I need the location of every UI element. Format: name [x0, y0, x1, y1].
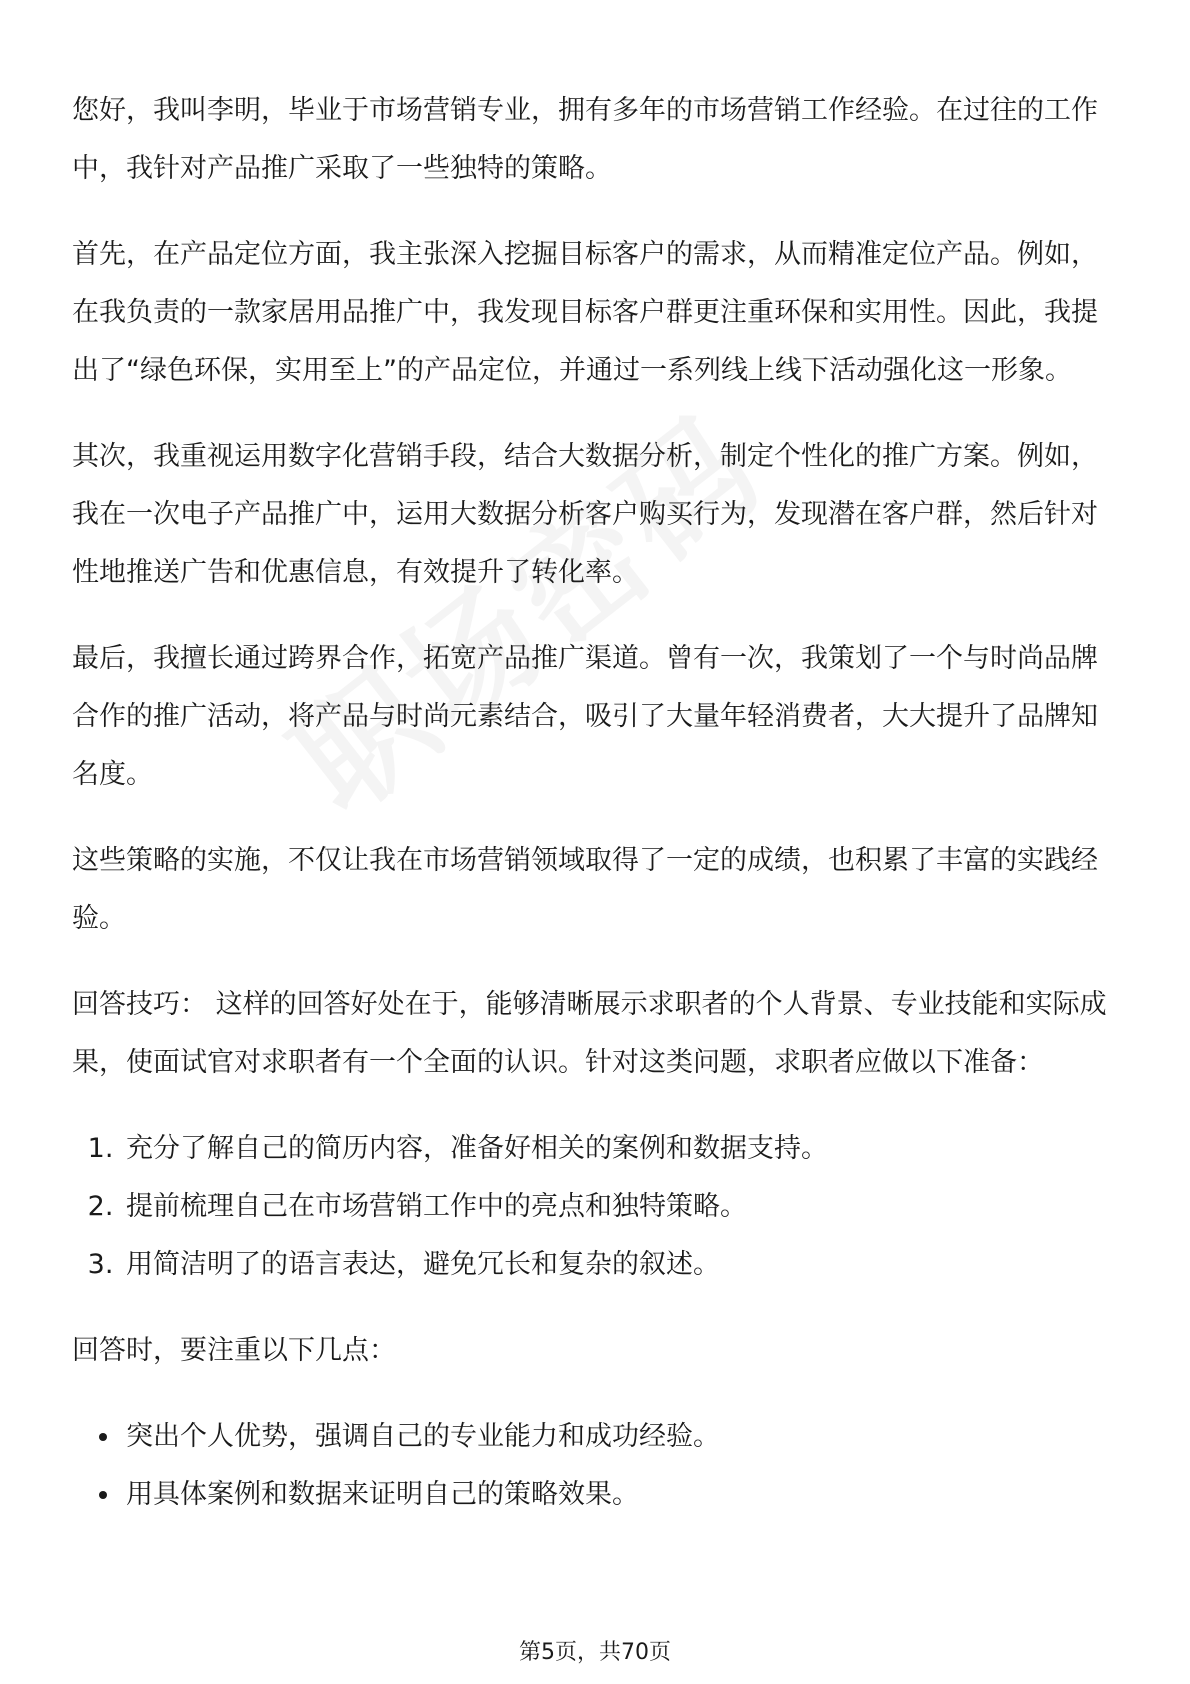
paragraph-answer-tips: 回答技巧： 这样的回答好处在于，能够清晰展示求职者的个人背景、专业技能和实际成果，使面试官对求职者有一个全面的认识。针对这类问题，求职者应做以下准备：: [72, 989, 1107, 1078]
list-item: 1. 充分了解自己的简历内容，准备好相关的案例和数据支持。: [122, 1120, 1122, 1178]
paragraph-positioning: 首先，在产品定位方面，我主张深入挖掘目标客户的需求，从而精准定位产品。例如，在我负责的一款家居用品推广中，我发现目标客户群更注重环保和实用性。因此，我提出了“绿色环保，实用至上”的产品定位，并通过一系列线上线下活动强化这一形象。: [72, 239, 1098, 386]
notes-heading: 回答时，要注重以下几点：: [72, 1335, 396, 1366]
preparation-list: [72, 1120, 1122, 1294]
document-body: [72, 82, 1122, 1524]
list-item: 3. 用简洁明了的语言表达，避免冗长和复杂的叙述。: [122, 1236, 1122, 1294]
paragraph-intro: 您好，我叫李明，毕业于市场营销专业，拥有多年的市场营销工作经验。在过往的工作中，我针对产品推广采取了一些独特的策略。: [72, 95, 1098, 184]
list-item: • 突出个人优势，强调自己的专业能力和成功经验。: [122, 1408, 1122, 1466]
page-number: 第5页，共70页: [519, 1640, 671, 1665]
notes-list: [72, 1408, 1122, 1524]
paragraph-summary: 这些策略的实施，不仅让我在市场营销领域取得了一定的成绩，也积累了丰富的实践经验。: [72, 845, 1098, 934]
paragraph-cross-border: 最后，我擅长通过跨界合作，拓宽产品推广渠道。曾有一次，我策划了一个与时尚品牌合作的推广活动，将产品与时尚元素结合，吸引了大量年轻消费者，大大提升了品牌知名度。: [72, 643, 1098, 790]
list-item: 2. 提前梳理自己在市场营销工作中的亮点和独特策略。: [122, 1178, 1122, 1236]
list-item: • 用具体案例和数据来证明自己的策略效果。: [122, 1466, 1122, 1524]
paragraph-digital-marketing: 其次，我重视运用数字化营销手段，结合大数据分析，制定个性化的推广方案。例如，我在一次电子产品推广中，运用大数据分析客户购买行为，发现潜在客户群，然后针对性地推送广告和优惠信息，有效提升了转化率。: [72, 441, 1098, 588]
